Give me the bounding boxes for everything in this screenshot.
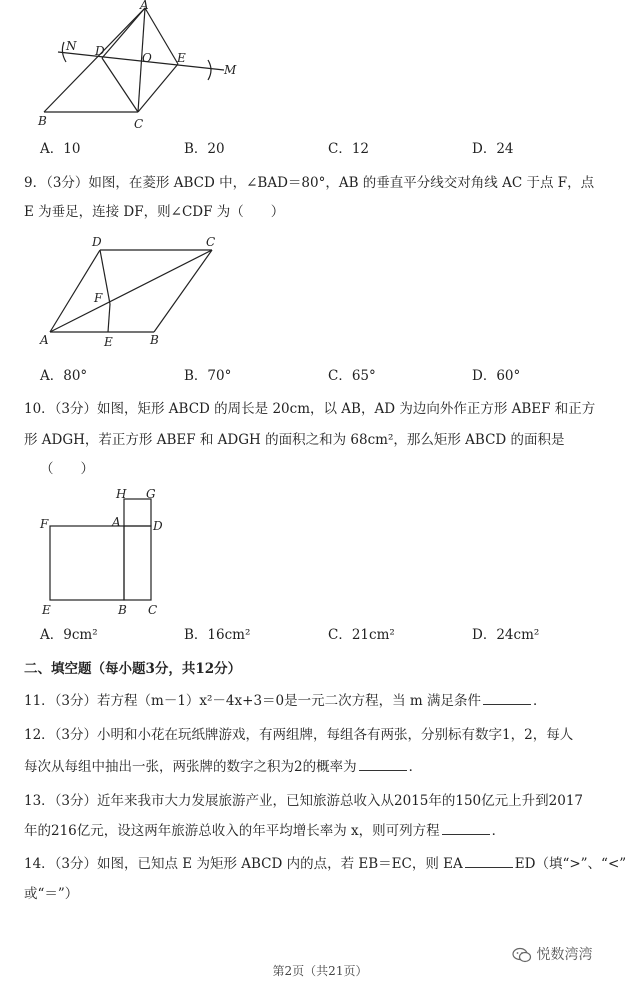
fig10-label-e: E (42, 603, 51, 616)
wechat-icon (512, 947, 532, 963)
q13-text: 年的216亿元，设这两年旅游总收入的年平均增长率为 x，则可列方程 (24, 823, 440, 839)
fig9-label-b: B (150, 333, 159, 347)
q11-answer-blank[interactable] (483, 692, 531, 705)
fig10-square-adgh (124, 499, 151, 526)
q12-text: 每次从每组中抽出一张，两张牌的数字之积为2的概率为 (24, 759, 357, 775)
fig10-label-c: C (148, 603, 158, 616)
fig8-label-o: O (142, 51, 152, 65)
fig10-square-abef (50, 526, 124, 600)
q10-choice-d[interactable]: D．24cm² (472, 627, 540, 643)
fig10-rect-abcd (124, 526, 151, 600)
fig10-label-h: H (116, 487, 127, 501)
fig8-label-n: N (66, 39, 77, 53)
q14-line1 (24, 855, 626, 873)
q12-answer-blank[interactable] (359, 758, 407, 771)
fig9-label-d: D (92, 235, 102, 249)
fig8-label-b: B (38, 114, 47, 128)
q11-period: ． (533, 693, 547, 709)
q10-choice-c[interactable]: C．21cm² (328, 627, 395, 643)
q13-period: ． (491, 823, 506, 839)
page-footer: 第2页（共21页） (272, 964, 368, 978)
q12-line1: 12．（3分）小明和小花在玩纸牌游戏，有两组牌，每组各有两张，分别标有数字1，2，每人 (24, 727, 574, 743)
q9-line2: E 为垂足，连接 DF，则∠CDF 为（ ） (24, 204, 285, 220)
fig10-label-f: F (40, 517, 49, 531)
fig8-line-ec (138, 64, 178, 112)
q8-choice-a[interactable]: A．10 (40, 141, 81, 157)
fig10-label-a: A (112, 515, 121, 529)
watermark-text: 悦数湾湾 (536, 947, 593, 963)
fig10-label-g: G (146, 487, 156, 501)
q12-period: ． (408, 759, 423, 775)
q9-choice-b[interactable]: B．70° (184, 368, 232, 384)
q9-choice-d[interactable]: D．60° (472, 368, 521, 384)
q12-line2 (24, 758, 422, 776)
q9-choice-c[interactable]: C．65° (328, 368, 376, 384)
q13-answer-blank[interactable] (442, 822, 490, 835)
fig8-line-ad (102, 8, 145, 58)
q9-choice-a[interactable]: A．80° (40, 368, 88, 384)
q10-line1: 10．（3分）如图，矩形 ABCD 的周长是 20cm，以 AB，AD 为边向外作正方形 ABEF 和正方 (24, 401, 596, 417)
figure-q10 (36, 484, 176, 616)
fig9-line-bc (154, 250, 212, 332)
watermark (512, 944, 592, 964)
q11-text: 11．（3分）若方程（m－1）x²－4x+3＝0是一元二次方程，当 m 满足条件 (24, 693, 482, 709)
fig8-label-e: E (177, 51, 186, 65)
fig8-label-d: D (95, 44, 105, 58)
q8-choice-c[interactable]: C．12 (328, 141, 370, 157)
q14-answer-blank[interactable] (465, 855, 513, 868)
q9-line1: 9．（3分）如图，在菱形 ABCD 中，∠BAD＝80°，AB 的垂直平分线交对角线 AC 于点 F，点 (24, 175, 595, 191)
fig8-line-dc (102, 58, 138, 112)
q13-line2 (24, 822, 505, 840)
q8-choice-d[interactable]: D．24 (472, 141, 514, 157)
q10-choice-b[interactable]: B．16cm² (184, 627, 251, 643)
figure-q8 (28, 0, 258, 132)
q13-line1: 13．（3分）近年来我市大力发展旅游产业，已知旅游总收入从2015年的150亿元上升到2017 (24, 793, 583, 809)
fig8-label-a: A (140, 0, 149, 12)
fig9-label-a: A (40, 333, 49, 347)
figure-q9 (36, 232, 236, 350)
fig8-label-c: C (134, 117, 144, 131)
fig9-label-c: C (206, 235, 216, 249)
fig8-label-m: M (224, 63, 237, 77)
fig10-label-d: D (153, 519, 163, 533)
q11-line (24, 692, 547, 710)
q14-text-end: ED（填“>”、“<” (514, 856, 627, 872)
fig10-label-b: B (118, 603, 127, 616)
q8-choice-b[interactable]: B．20 (184, 141, 225, 157)
section-fill-in-blank-heading: 二、填空题（每小题3分，共12分） (24, 661, 242, 677)
q14-text: 14．（3分）如图，已知点 E 为矩形 ABCD 内的点，若 EB＝EC，则 EA (24, 856, 463, 872)
q10-line3: （ ） (40, 461, 94, 477)
q10-line2: 形 ADGH，若正方形 ABEF 和 ADGH 的面积之和为 68cm²，那么矩形 ABCD 的面积是 (24, 432, 565, 448)
fig9-label-f: F (94, 291, 103, 305)
fig9-line-ef (108, 304, 110, 332)
q10-choice-a[interactable]: A．9cm² (40, 627, 98, 643)
fig9-label-e: E (104, 335, 113, 349)
fig8-arc-m (208, 60, 211, 80)
q14-line2: 或“＝”） (24, 886, 79, 902)
